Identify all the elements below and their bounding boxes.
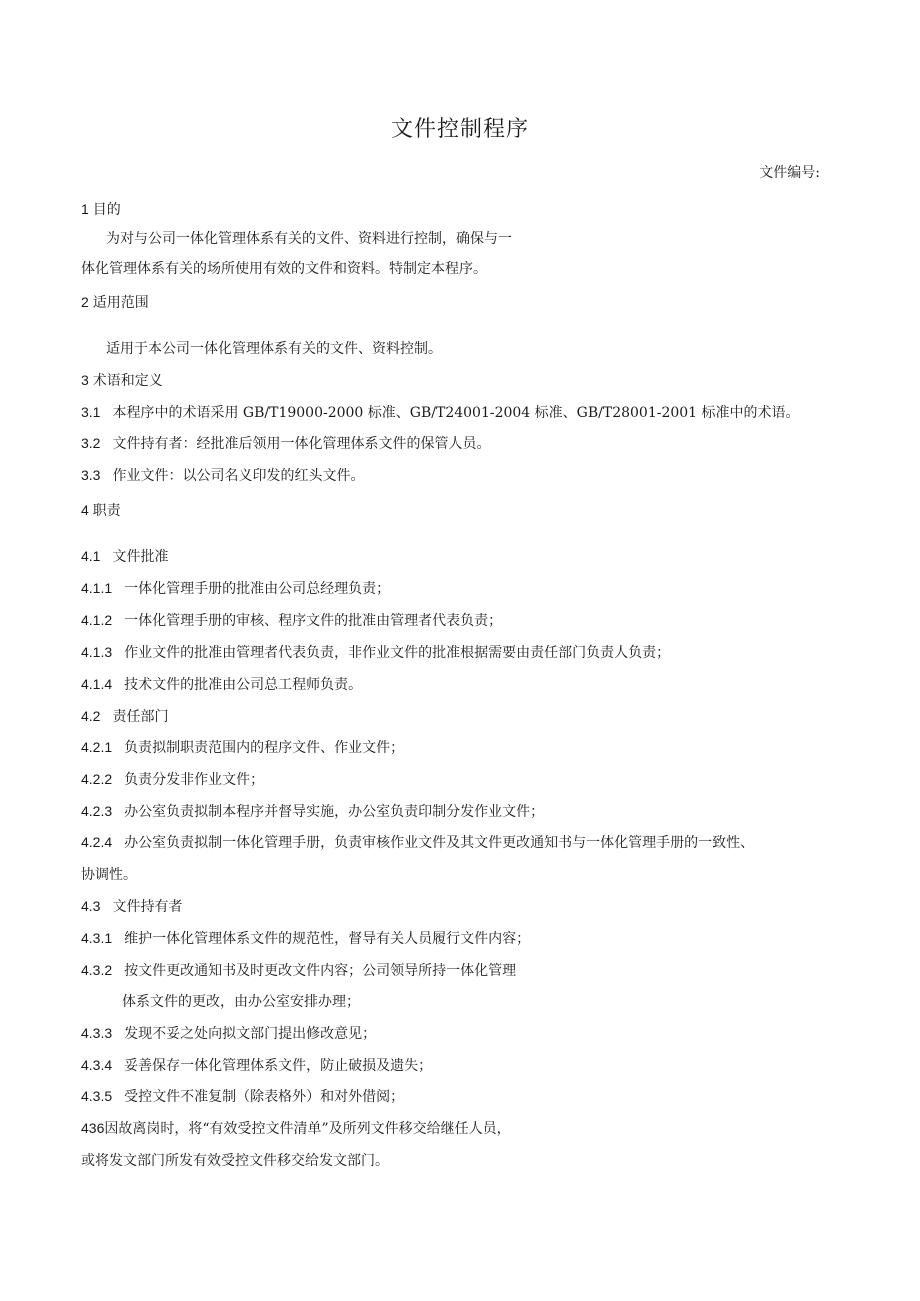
paragraph-line [106,338,442,358]
clause-line [81,1086,404,1106]
clause-number: 4.3.2 [81,962,113,978]
clause-number: 436 [81,1120,105,1136]
section-heading-scope [81,292,149,312]
paragraph-text: 体化管理体系有关的场所使用有效的文件和资料。特制定本程序。 [81,261,487,277]
clause-line [81,769,264,789]
clause-number: 4.1.3 [81,644,113,660]
section-number: 4 [81,502,89,518]
clause-number: 4.2.4 [81,834,113,850]
clause-text: 本程序中的术语采用 GB/T19000-2000 标准、GB/T24001-2004 标准、GB/T28001-2001 标准中的术语。 [112,405,800,421]
clause-text: 负责分发非作业文件； [124,772,265,788]
clause-line [81,610,502,630]
clause-text: 办公室负责拟制本程序并督导实施，办公室负责印制分发作业文件； [124,804,545,820]
clause-number: 4.2.1 [81,739,113,755]
section-title: 适用范围 [92,295,149,311]
section-number: 2 [81,294,89,310]
paragraph-line [81,864,137,884]
clause-number: 4.2.2 [81,771,113,787]
clause-number: 4.1.4 [81,676,113,692]
paragraph-line [81,1150,389,1170]
clause-number: 4.3.1 [81,930,113,946]
clause-line [81,578,390,598]
section-heading-purpose [81,199,121,219]
paragraph-text: 协调性。 [81,867,137,883]
clause-number: 4.3 [81,898,101,914]
clause-text: 作业文件的批准由管理者代表负责，非作业文件的批准根据需要由责任部门负责人负责； [124,645,671,661]
paragraph-line [106,228,512,248]
paragraph-text: 或将发文部门所发有效受控文件移交给发文部门。 [81,1153,389,1169]
clause-number: 4.1.1 [81,580,113,596]
clause-line [81,674,362,694]
clause-text: 受控文件不准复制（除表格外）和对外借阅； [124,1089,405,1105]
section-number: 1 [81,201,89,217]
clause-text: 文件持有者 [112,899,183,915]
clause-text: 按文件更改通知书及时更改文件内容；公司领导所持一体化管理 [124,963,517,979]
clause-line [81,1055,432,1075]
clause-number: 3.3 [81,467,101,483]
clause-text: 妥善保存一体化管理体系文件，防止破损及遗失； [124,1058,433,1074]
clause-text: 一体化管理手册的批准由公司总经理负责； [124,581,391,597]
clause-line [81,832,754,852]
clause-text: 文件持有者：经批准后领用一体化管理体系文件的保管人员。 [112,436,491,452]
clause-line [81,465,364,485]
document-title: 文件控制程序 [390,117,529,142]
clause-number: 4.3.5 [81,1088,113,1104]
clause-text: 维护一体化管理体系文件的规范性，督导有关人员履行文件内容； [124,931,531,947]
clause-line [81,402,800,422]
paragraph-line [122,991,360,1011]
clause-line [81,642,670,662]
clause-text: 责任部门 [112,709,169,725]
section-title: 目的 [92,202,121,218]
section-heading-responsibilities [81,500,121,520]
paragraph-text: 体系文件的更改，由办公室安排办理； [122,994,360,1010]
clause-number: 3.1 [81,404,101,420]
clause-text: 发现不妥之处向拟文部门提出修改意见； [124,1026,377,1042]
clause-number: 4.3.4 [81,1057,113,1073]
clause-text: 一体化管理手册的审核、程序文件的批准由管理者代表负责； [124,613,503,629]
clause-text: 技术文件的批准由公司总工程师负责。 [124,677,363,693]
clause-line [81,737,404,757]
section-heading-terms [81,370,163,390]
clause-line [81,896,182,916]
clause-line [81,928,530,948]
section-title: 职责 [92,503,121,519]
clause-number: 4.1.2 [81,612,113,628]
clause-number: 4.1 [81,548,101,564]
document-number-label: 文件编号: [759,165,820,181]
clause-line [81,1023,376,1043]
clause-number: 4.2 [81,708,101,724]
clause-line [81,960,516,980]
clause-number: 4.3.3 [81,1025,113,1041]
clause-text: 因故离岗时，将“有效受控文件清单”及所列文件移交给继任人员， [104,1121,511,1137]
clause-text: 办公室负责拟制一体化管理手册，负责审核作业文件及其文件更改通知书与一体化管理手册的一致性、 [124,835,755,851]
clause-text: 作业文件：以公司名义印发的红头文件。 [112,468,365,484]
paragraph-text: 适用于本公司一体化管理体系有关的文件、资料控制。 [106,341,442,357]
clause-text: 负责拟制职责范围内的程序文件、作业文件； [124,740,405,756]
clause-line [81,706,168,726]
clause-line [81,1118,511,1138]
section-title: 术语和定义 [92,373,163,389]
clause-number: 3.2 [81,435,101,451]
clause-text: 文件批准 [112,549,169,565]
section-number: 3 [81,372,89,388]
paragraph-text: 为对与公司一体化管理体系有关的文件、资料进行控制，确保与一 [106,231,512,247]
clause-line [81,433,490,453]
clause-number: 4.2.3 [81,803,113,819]
paragraph-line [81,258,487,278]
clause-line [81,801,544,821]
clause-line [81,546,168,566]
